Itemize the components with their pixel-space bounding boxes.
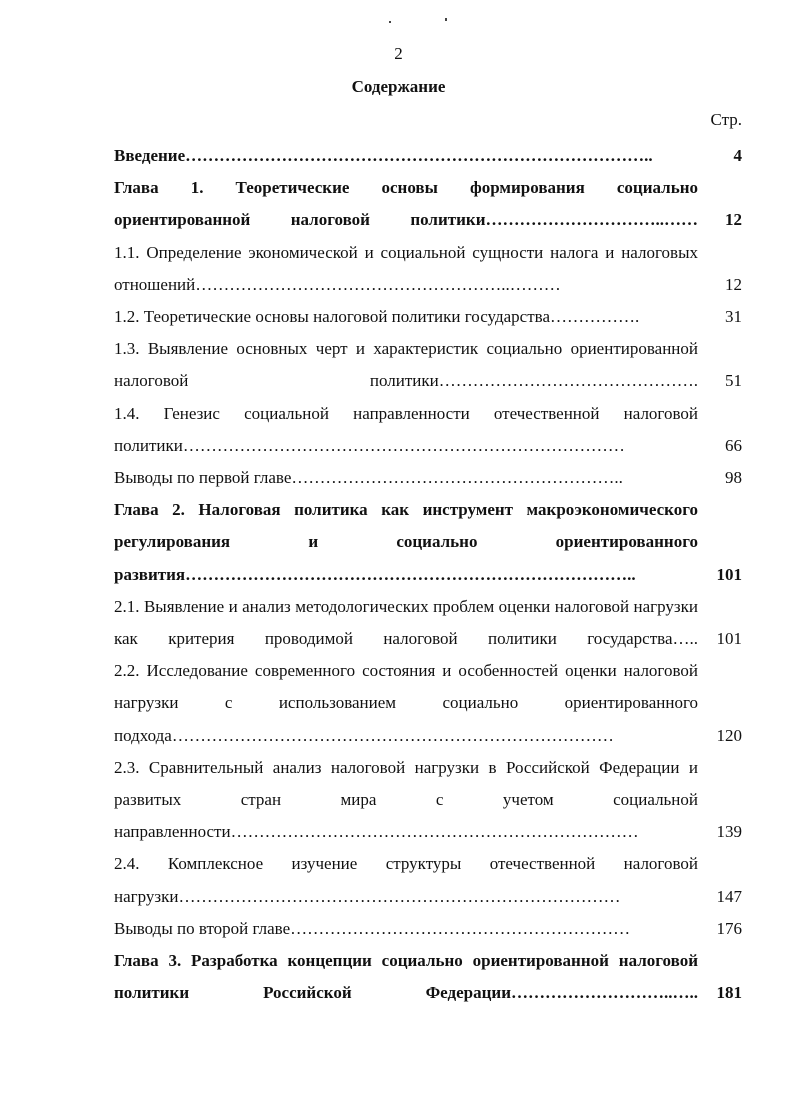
toc-entry-title: Глава 1. Теоретические основы формирования социально ориентированной налоговой политики…………………………..…… bbox=[114, 178, 698, 230]
toc-entry bbox=[114, 398, 742, 462]
toc-entry-title: 1.3. Выявление основных черт и характеристик социально ориентированной налоговой политики………………………………………. bbox=[114, 339, 698, 391]
toc-entry-page: 181 bbox=[716, 983, 742, 1003]
toc-entry bbox=[114, 237, 742, 301]
toc-entry bbox=[114, 752, 742, 849]
toc-entry-page: 101 bbox=[716, 564, 742, 584]
toc-entry-page: 51 bbox=[725, 371, 742, 391]
toc-entry bbox=[114, 913, 742, 945]
toc-entry-title: Выводы по первой главе………………………………………………….. bbox=[114, 468, 623, 488]
toc-entry bbox=[114, 494, 742, 591]
toc-entry-page: 12 bbox=[725, 274, 742, 294]
toc-entry-page: 176 bbox=[716, 918, 742, 938]
toc-entry-title: 2.1. Выявление и анализ методологических проблем оценки налоговой нагрузки как критерия проводимой налоговой политики государства….. bbox=[114, 596, 698, 649]
scan-speck bbox=[389, 21, 391, 23]
toc-entry-page: 98 bbox=[725, 468, 742, 488]
toc-entry-page: 31 bbox=[725, 307, 742, 327]
toc-entry-title: 1.4. Генезис социальной направленности отечественной налоговой политики…………………………………………………………………… bbox=[114, 403, 698, 455]
scan-speck bbox=[445, 18, 447, 21]
toc-entry-page: 120 bbox=[716, 725, 742, 745]
toc-entry-title: 1.2. Теоретические основы налоговой политики государства……………. bbox=[114, 307, 640, 327]
page-column-label: Стр. bbox=[710, 110, 742, 129]
toc-entry-title: 2.2. Исследование современного состояния и особенностей оценки налоговой нагрузки с использованием социально ориентированного подхода…………………………………………………………………… bbox=[114, 661, 698, 745]
toc-entry-title: Введение……………………………………………………………………….. bbox=[114, 146, 653, 165]
toc-entry bbox=[114, 301, 742, 333]
toc-entry-title: 2.4. Комплексное изучение структуры отечественной налоговой нагрузки…………………………………………………………………… bbox=[114, 854, 698, 906]
toc-entry bbox=[114, 462, 742, 494]
page-title: Содержание bbox=[351, 77, 446, 96]
toc-entry-title: 1.1. Определение экономической и социальной сущности налога и налоговых отношений………………………………………………..……… bbox=[114, 242, 698, 294]
toc-entry bbox=[114, 848, 742, 912]
toc-entry-title: Глава 2. Налоговая политика как инструмент макроэкономического регулирования и социально ориентированного развития…………………………………………………………………….. bbox=[114, 500, 698, 584]
toc-entry bbox=[114, 591, 742, 655]
toc-entry-page: 147 bbox=[716, 886, 742, 906]
toc-entry-title: Выводы по второй главе…………………………………………………… bbox=[114, 918, 631, 938]
toc-entry bbox=[114, 172, 742, 236]
toc-entry-title: Глава 3. Разработка концепции социально ориентированной налоговой политики Российской Федерации………………………..….. bbox=[114, 951, 698, 1003]
toc-entry-page: 4 bbox=[733, 146, 742, 165]
toc-entry-page: 139 bbox=[716, 822, 742, 842]
toc-entry bbox=[114, 333, 742, 397]
toc-entry bbox=[114, 655, 742, 752]
toc-entry-title: 2.3. Сравнительный анализ налоговой нагрузки в Российской Федерации и развитых стран мира с учетом социальной направленности……………………………………………………………… bbox=[114, 757, 698, 842]
toc-entry bbox=[114, 945, 742, 1009]
page-number: 2 bbox=[394, 44, 403, 63]
table-of-contents bbox=[114, 140, 742, 1009]
toc-entry-page: 66 bbox=[725, 435, 742, 455]
toc-entry bbox=[114, 140, 742, 172]
toc-entry-page: 12 bbox=[725, 210, 742, 230]
toc-entry-page: 101 bbox=[716, 629, 742, 649]
